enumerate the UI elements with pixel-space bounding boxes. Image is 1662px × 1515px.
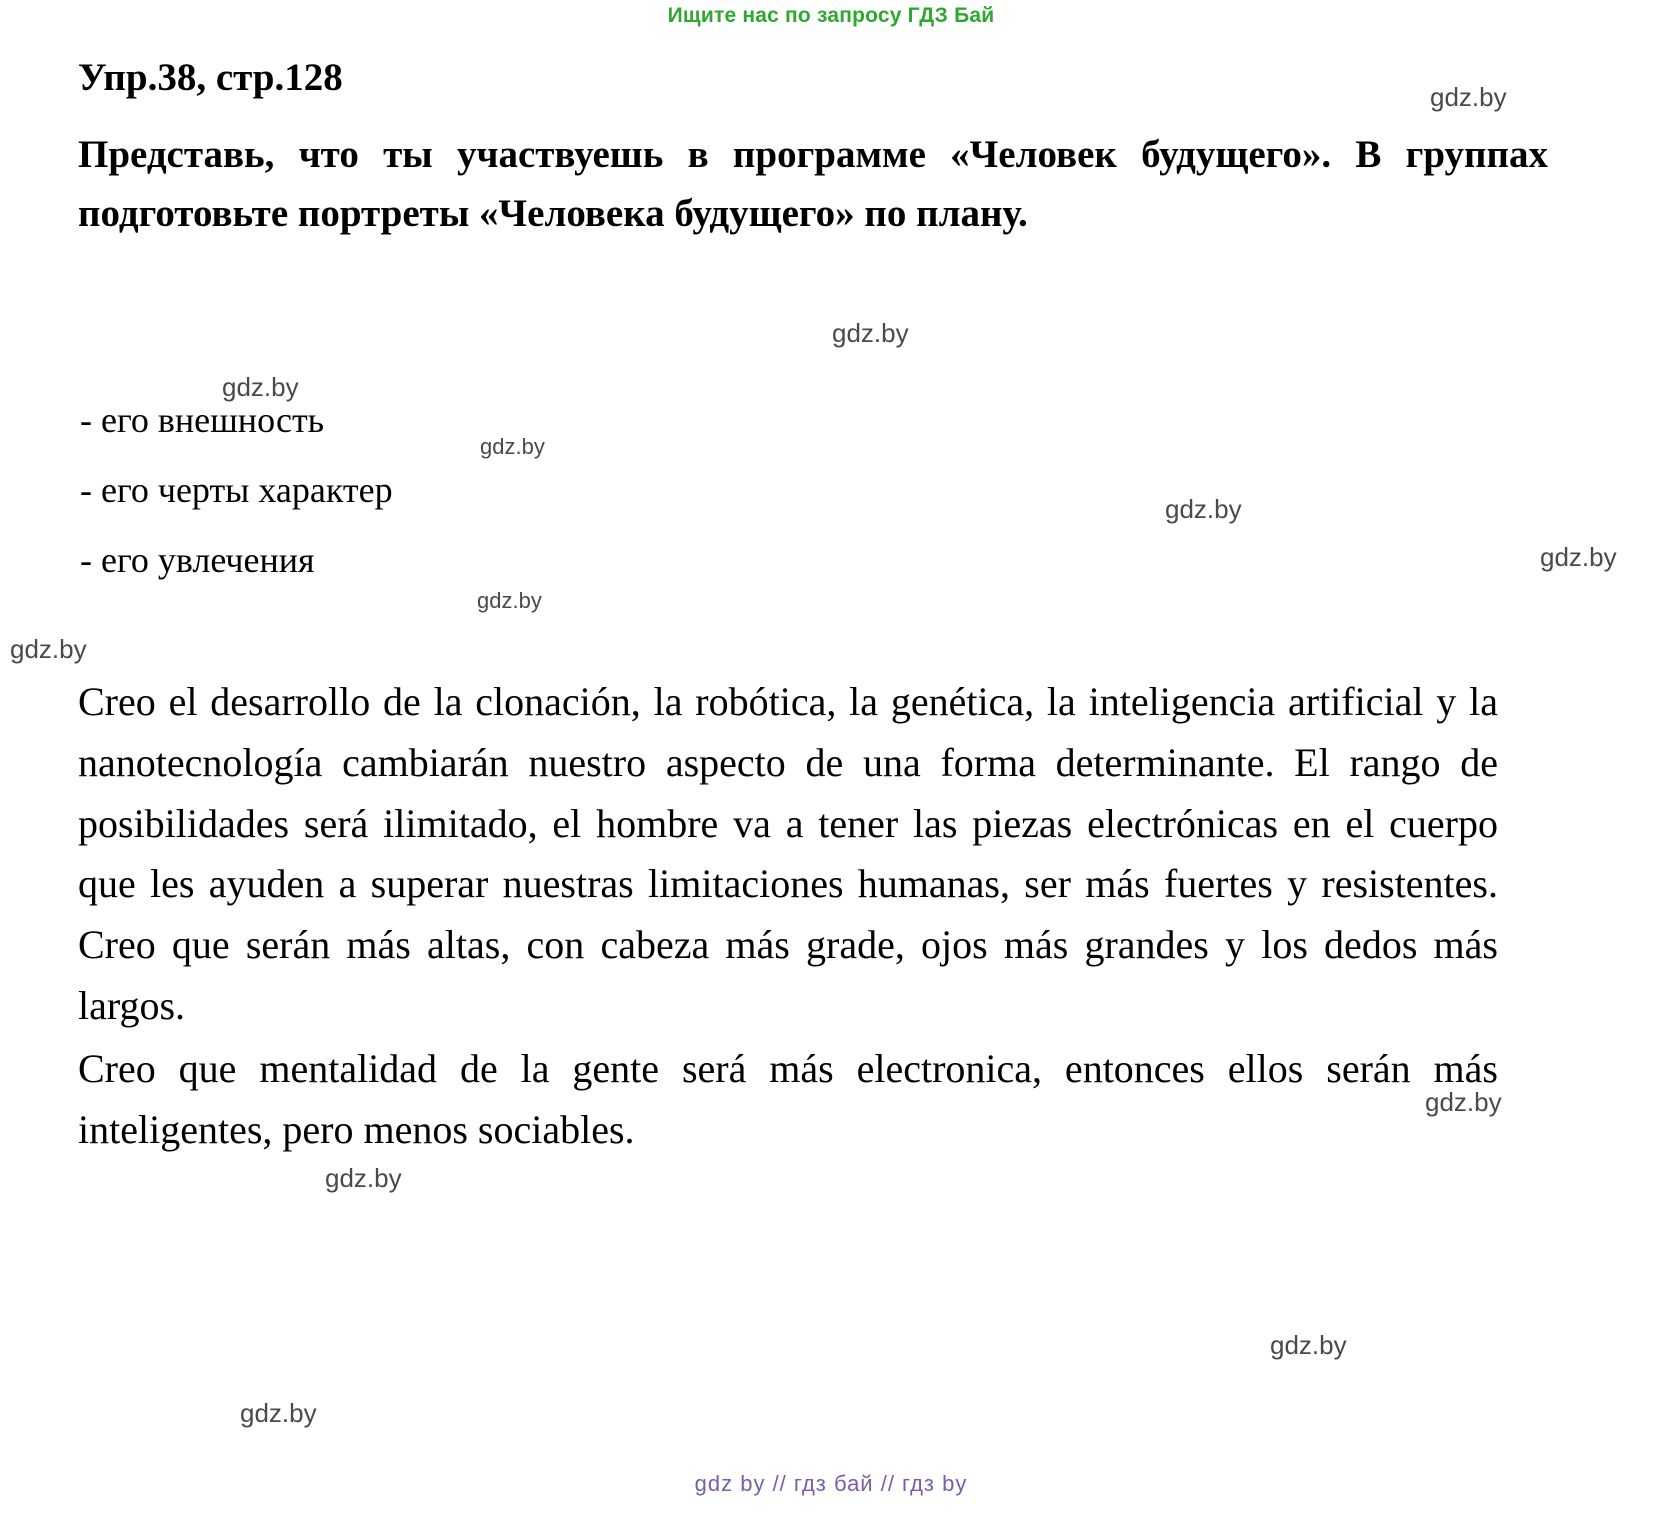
exercise-title: Упр.38, стр.128 <box>78 56 343 99</box>
watermark: gdz.by <box>1425 1087 1502 1117</box>
answer-paragraph-2: Creo que mentalidad de la gente será más electronica, entonces ellos serán más inteligentes, pero menos sociables. <box>78 1045 1498 1152</box>
list-item: - его черты характер <box>80 470 393 511</box>
watermark: gdz.by <box>1165 494 1242 524</box>
watermark: gdz.by <box>10 634 87 664</box>
list-item: - его внешность <box>80 400 325 440</box>
watermark: gdz.by <box>480 434 545 459</box>
list-item: - его увлечения <box>80 540 315 581</box>
watermark: gdz.by <box>832 318 909 348</box>
watermark: gdz.by <box>1430 82 1507 112</box>
site-promo-banner: Ищите нас по запросу ГДЗ Бай <box>667 4 995 27</box>
watermark: gdz.by <box>1540 542 1617 572</box>
answer-paragraph-1: Creo el desarrollo de la clonación, la robótica, la genética, la inteligencia artificial y la nanotecnología cambiarán nuestro aspecto de una forma determinante. El rango de posibilidades será ilimitado, el hombre va a tener las piezas electrónicas en el cuerpo que les ayuden a superar nuestras limitaciones humanas, ser más fuertes y resistentes. Creo que serán más altas, con cabeza más grade, ojos más grandes y los dedos más largos. <box>78 679 1498 1028</box>
watermark: gdz.by <box>222 372 299 402</box>
watermark: gdz.by <box>325 1163 402 1193</box>
task-instruction: Представь, что ты участвуешь в программе «Человек будущего». В группах подготовьте портреты «Человека будущего» по плану. <box>78 133 1548 236</box>
watermark: gdz.by <box>477 588 542 613</box>
watermark: gdz.by <box>240 1398 317 1428</box>
answer-text <box>78 672 1498 1160</box>
watermark: gdz.by <box>1270 1330 1347 1360</box>
plan-list <box>80 385 393 596</box>
page-footer: gdz by // гдз бай // гдз by <box>694 1471 968 1496</box>
